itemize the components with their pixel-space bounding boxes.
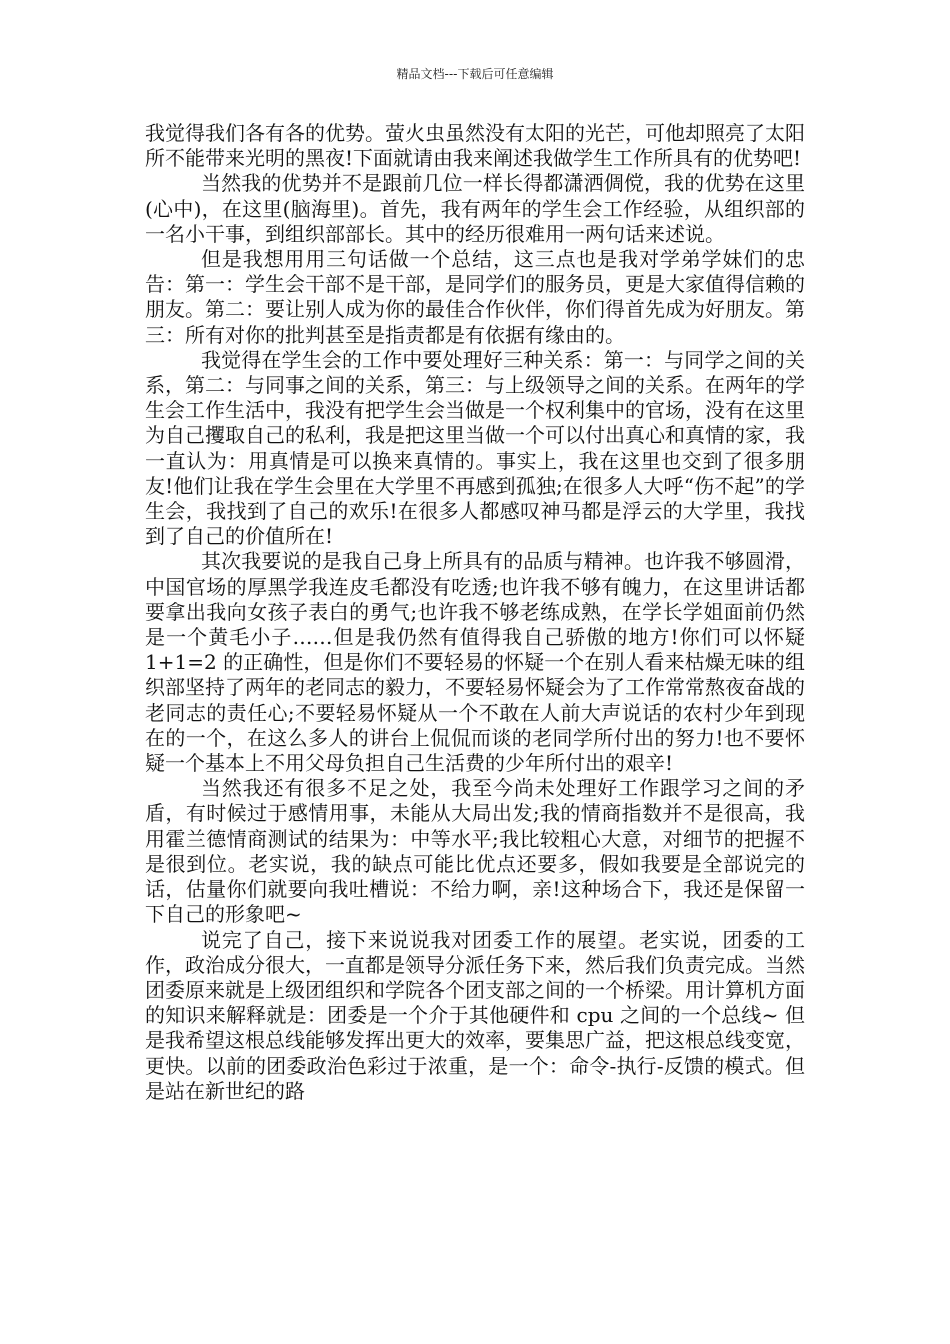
- paragraph-1: 我觉得我们各有各的优势。萤火虫虽然没有太阳的光芒，可他却照亮了太阳所不能带来光明的黑夜!下面就请由我来阐述我做学生工作所具有的优势吧!: [145, 121, 805, 171]
- paragraph-7: 说完了自己，接下来说说我对团委工作的展望。老实说，团委的工作，政治成分很大，一直都是领导分派任务下来，然后我们负责完成。当然团委原来就是上级团组织和学院各个团支部之间的一个桥梁。用计算机方面的知识来解释就是：团委是一个介于其他硬件和 cpu 之间的一个总线~ 但是我希望这根总线能够发挥出更大的效率，要集思广益，把这根总线变宽，更快。以前的团委政治色彩过于浓重，是一个：命令-执行-反馈的模式。但是站在新世纪的路: [145, 927, 805, 1103]
- paragraph-4: 我觉得在学生会的工作中要处理好三种关系：第一：与同学之间的关系，第二：与同事之间的关系，第三：与上级领导之间的关系。在两年的学生会工作生活中，我没有把学生会当做是一个权利集中的官场，没有在这里为自己攫取自己的私利，我是把这里当做一个可以付出真心和真情的家，我一直认为：用真情是可以换来真情的。事实上，我在这里也交到了很多朋友!他们让我在学生会里在大学里不再感到孤独;在很多人大呼“伤不起”的学生会，我找到了自己的欢乐!在很多人都感叹神马都是浮云的大学里，我找到了自己的价值所在!: [145, 347, 805, 549]
- paragraph-2: 当然我的优势并不是跟前几位一样长得都潇洒倜傥，我的优势在这里(心中)，在这里(脑海里)。首先，我有两年的学生会工作经验，从组织部的一名小干事，到组织部部长。其中的经历很难用一两句话来述说。: [145, 171, 805, 246]
- paragraph-3: 但是我想用用三句话做一个总结，这三点也是我对学弟学妹们的忠告：第一：学生会干部不是干部，是同学们的服务员，更是大家值得信赖的朋友。第二：要让别人成为你的最佳合作伙伴，你们得首先成为好朋友。第三：所有对你的批判甚至是指责都是有依据有缘由的。: [145, 247, 805, 347]
- page-header: 精品文档---下载后可任意编辑: [396, 67, 554, 81]
- paragraph-6: 当然我还有很多不足之处，我至今尚未处理好工作跟学习之间的矛盾，有时候过于感情用事，未能从大局出发;我的情商指数并不是很高，我用霍兰德情商测试的结果为：中等水平;我比较粗心大意，对细节的把握不是很到位。老实说，我的缺点可能比优点还要多，假如我要是全部说完的话，估量你们就要向我吐槽说：不给力啊，亲!这种场合下，我还是保留一下自己的形象吧~: [145, 776, 805, 927]
- document-body: [145, 121, 805, 1104]
- paragraph-5: 其次我要说的是我自己身上所具有的品质与精神。也许我不够圆滑，中国官场的厚黑学我连皮毛都没有吃透;也许我不够有魄力，在这里讲话都要拿出我向女孩子表白的勇气;也许我不够老练成熟，在学长学姐面前仍然是一个黄毛小子……但是我仍然有值得我自己骄傲的地方!你们可以怀疑 1+1=2 的正确性，但是你们不要轻易的怀疑一个在别人看来枯燥无味的组织部坚持了两年的老同志的毅力，不要轻易怀疑会为了工作常常熬夜奋战的老同志的责任心;不要轻易怀疑从一个不敢在人前大声说话的农村少年到现在的一个，在这么多人的讲台上侃侃而谈的老同学所付出的努力!也不要怀疑一个基本上不用父母负担自己生活费的少年所付出的艰辛!: [145, 549, 805, 776]
